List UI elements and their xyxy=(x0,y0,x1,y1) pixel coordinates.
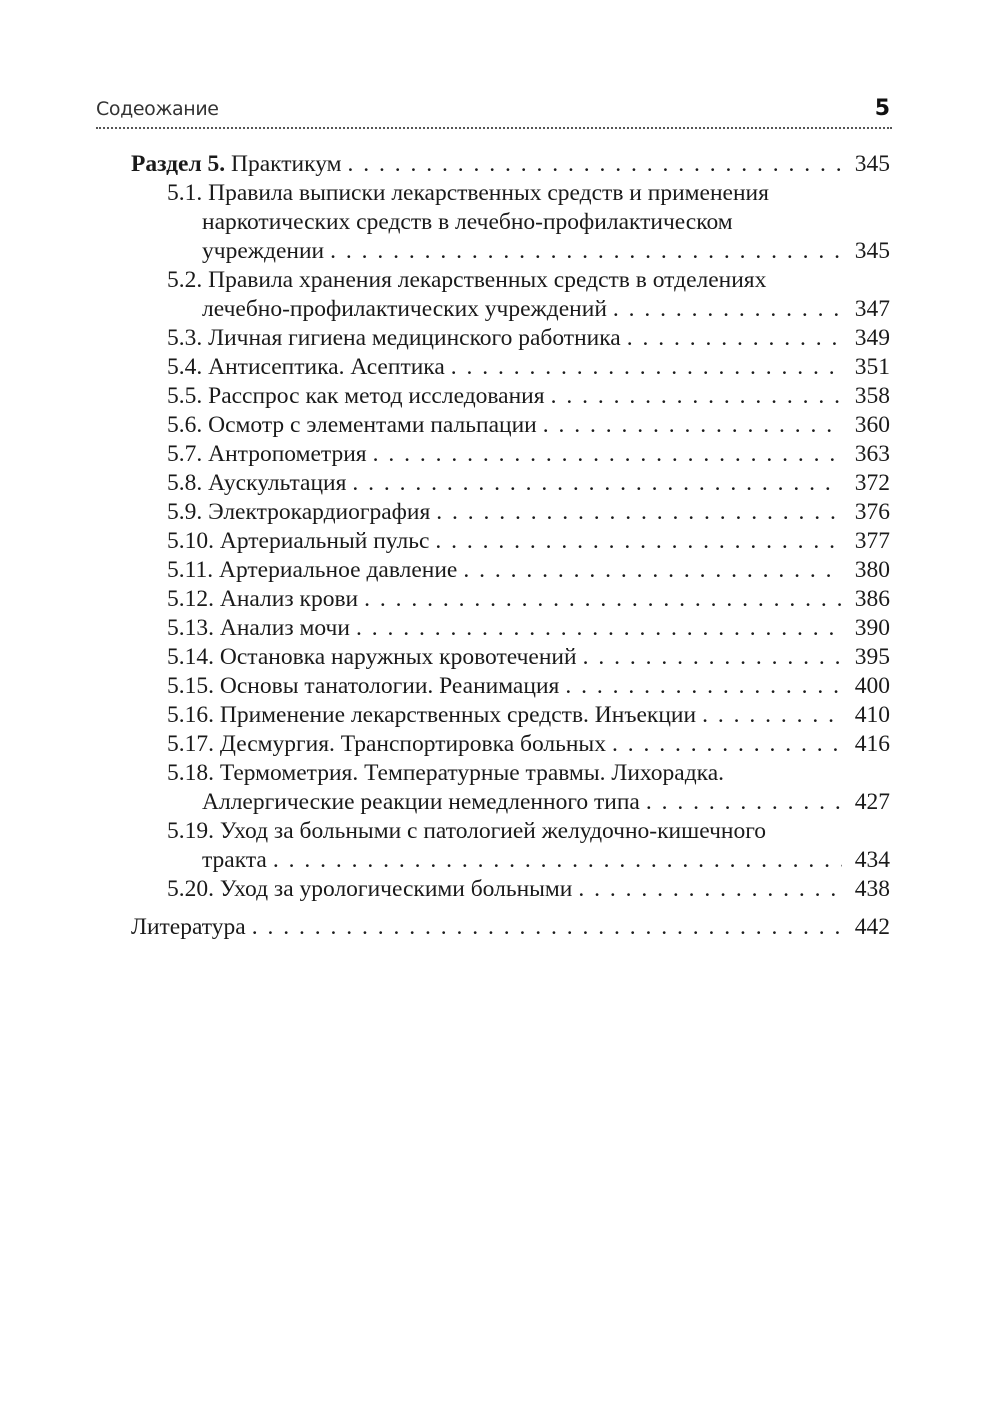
toc-entry-line: 5.13. Анализ мочи xyxy=(167,615,350,641)
toc-entry-line: 5.15. Основы танатологии. Реанимация xyxy=(167,673,560,699)
toc-entry[interactable] xyxy=(167,614,890,643)
toc-entry[interactable] xyxy=(167,498,890,527)
toc-page-number: 390 xyxy=(854,615,890,641)
toc-page-number: 434 xyxy=(854,847,890,873)
toc-page-number: 351 xyxy=(854,354,890,380)
toc-page-number: 395 xyxy=(854,644,890,670)
toc-entry-line: 5.3. Личная гигиена медицинского работника xyxy=(167,325,621,351)
dot-leader xyxy=(627,324,842,353)
toc-page-number: 363 xyxy=(854,441,890,467)
toc-entry[interactable] xyxy=(167,469,890,498)
toc-section-name: Практикум xyxy=(231,151,342,177)
toc-page-number: 372 xyxy=(854,470,890,496)
toc-entry[interactable] xyxy=(167,527,890,556)
toc-entry[interactable] xyxy=(167,411,890,440)
dot-leader xyxy=(330,237,842,266)
dot-leader xyxy=(613,295,842,324)
page-number: 5 xyxy=(874,96,890,121)
toc-literature-entry[interactable] xyxy=(131,913,890,942)
toc-page-number: 345 xyxy=(854,238,890,264)
toc-entry[interactable] xyxy=(167,672,890,701)
toc-entry-line: 5.11. Артериальное давление xyxy=(167,557,458,583)
dot-leader xyxy=(451,353,842,382)
toc-entry[interactable] xyxy=(167,817,890,875)
toc-page-number: 427 xyxy=(854,789,890,815)
dot-leader xyxy=(364,585,842,614)
toc-entry-line: учреждении xyxy=(202,238,325,264)
toc-page-number: 358 xyxy=(854,383,890,409)
toc-entry[interactable] xyxy=(167,353,890,382)
toc-entry-line: 5.7. Антропометрия xyxy=(167,441,367,467)
toc-entry-line: 5.19. Уход за больными с патологией желудочно-кишечного xyxy=(167,818,767,844)
dot-leader xyxy=(578,875,842,904)
header-title: Содеожание xyxy=(96,98,219,120)
header-dotted-rule xyxy=(96,127,892,129)
dot-leader xyxy=(551,382,842,411)
toc-entry[interactable] xyxy=(167,701,890,730)
toc-entry-line: 5.5. Расспрос как метод исследования xyxy=(167,383,545,409)
toc-literature-title: Литература xyxy=(131,914,246,940)
dot-leader xyxy=(348,150,842,179)
toc-entry-line: 5.2. Правила хранения лекарственных средств в отделениях xyxy=(167,267,767,293)
dot-leader xyxy=(436,498,842,527)
toc-section-title xyxy=(131,150,342,179)
dot-leader xyxy=(543,411,842,440)
page-header xyxy=(96,98,892,136)
toc-page-number: 360 xyxy=(854,412,890,438)
toc-entry-line: 5.4. Антисептика. Асептика xyxy=(167,354,445,380)
dot-leader xyxy=(612,730,842,759)
toc-page-number: 380 xyxy=(854,557,890,583)
toc-entry[interactable] xyxy=(167,875,890,904)
toc-entry[interactable] xyxy=(167,556,890,585)
dot-leader xyxy=(273,846,842,875)
dot-leader xyxy=(646,788,842,817)
toc-page-number: 410 xyxy=(854,702,890,728)
toc-page-number: 442 xyxy=(854,914,890,940)
toc-page-number: 349 xyxy=(854,325,890,351)
dot-leader xyxy=(373,440,842,469)
dot-leader xyxy=(702,701,842,730)
toc-entry-line: 5.16. Применение лекарственных средств. Инъекции xyxy=(167,702,697,728)
toc-entry[interactable] xyxy=(167,440,890,469)
toc-entry-line: 5.1. Правила выписки лекарственных средств и применения xyxy=(167,180,769,206)
toc-entry[interactable] xyxy=(167,643,890,672)
toc-entry[interactable] xyxy=(167,266,890,324)
table-of-contents xyxy=(131,150,890,942)
toc-entry-line: 5.9. Электрокардиография xyxy=(167,499,431,525)
toc-entry[interactable] xyxy=(167,730,890,759)
toc-entry-line: 5.6. Осмотр с элементами пальпации xyxy=(167,412,537,438)
toc-page-number: 376 xyxy=(854,499,890,525)
toc-entry-line: лечебно-профилактических учреждений xyxy=(202,296,607,322)
toc-entry-line: 5.8. Аускультация xyxy=(167,470,347,496)
toc-page-number: 386 xyxy=(854,586,890,612)
dot-leader xyxy=(583,643,842,672)
toc-entry-line: 5.20. Уход за урологическими больными xyxy=(167,876,573,902)
toc-entry-line: 5.14. Остановка наружных кровотечений xyxy=(167,644,577,670)
toc-entry[interactable] xyxy=(167,324,890,353)
dot-leader xyxy=(565,672,842,701)
toc-page-number: 438 xyxy=(854,876,890,902)
toc-entry-line: 5.10. Артериальный пульс xyxy=(167,528,430,554)
toc-entry[interactable] xyxy=(167,382,890,411)
toc-page-number: 416 xyxy=(854,731,890,757)
toc-entry-line: Аллергические реакции немедленного типа xyxy=(202,789,640,815)
dot-leader xyxy=(435,527,842,556)
toc-page-number: 377 xyxy=(854,528,890,554)
toc-entry-line: 5.18. Термометрия. Температурные травмы. Лихорадка. xyxy=(167,760,725,786)
toc-items xyxy=(131,179,890,904)
dot-leader xyxy=(356,614,842,643)
toc-entry[interactable] xyxy=(167,179,890,266)
toc-entry-line: 5.12. Анализ крови xyxy=(167,586,359,612)
toc-entry[interactable] xyxy=(167,585,890,614)
dot-leader xyxy=(463,556,842,585)
toc-entry-line: тракта xyxy=(202,847,267,873)
toc-page-number: 347 xyxy=(854,296,890,322)
toc-section-entry[interactable] xyxy=(131,150,890,179)
toc-entry[interactable] xyxy=(167,759,890,817)
dot-leader xyxy=(252,913,842,942)
toc-page-number: 400 xyxy=(854,673,890,699)
toc-entry-line: 5.17. Десмургия. Транспортировка больных xyxy=(167,731,606,757)
dot-leader xyxy=(352,469,842,498)
toc-entry-line: наркотических средств в лечебно-профилактическом xyxy=(202,209,733,235)
toc-section-label: Раздел 5. xyxy=(131,151,226,177)
toc-page-number: 345 xyxy=(854,151,890,177)
